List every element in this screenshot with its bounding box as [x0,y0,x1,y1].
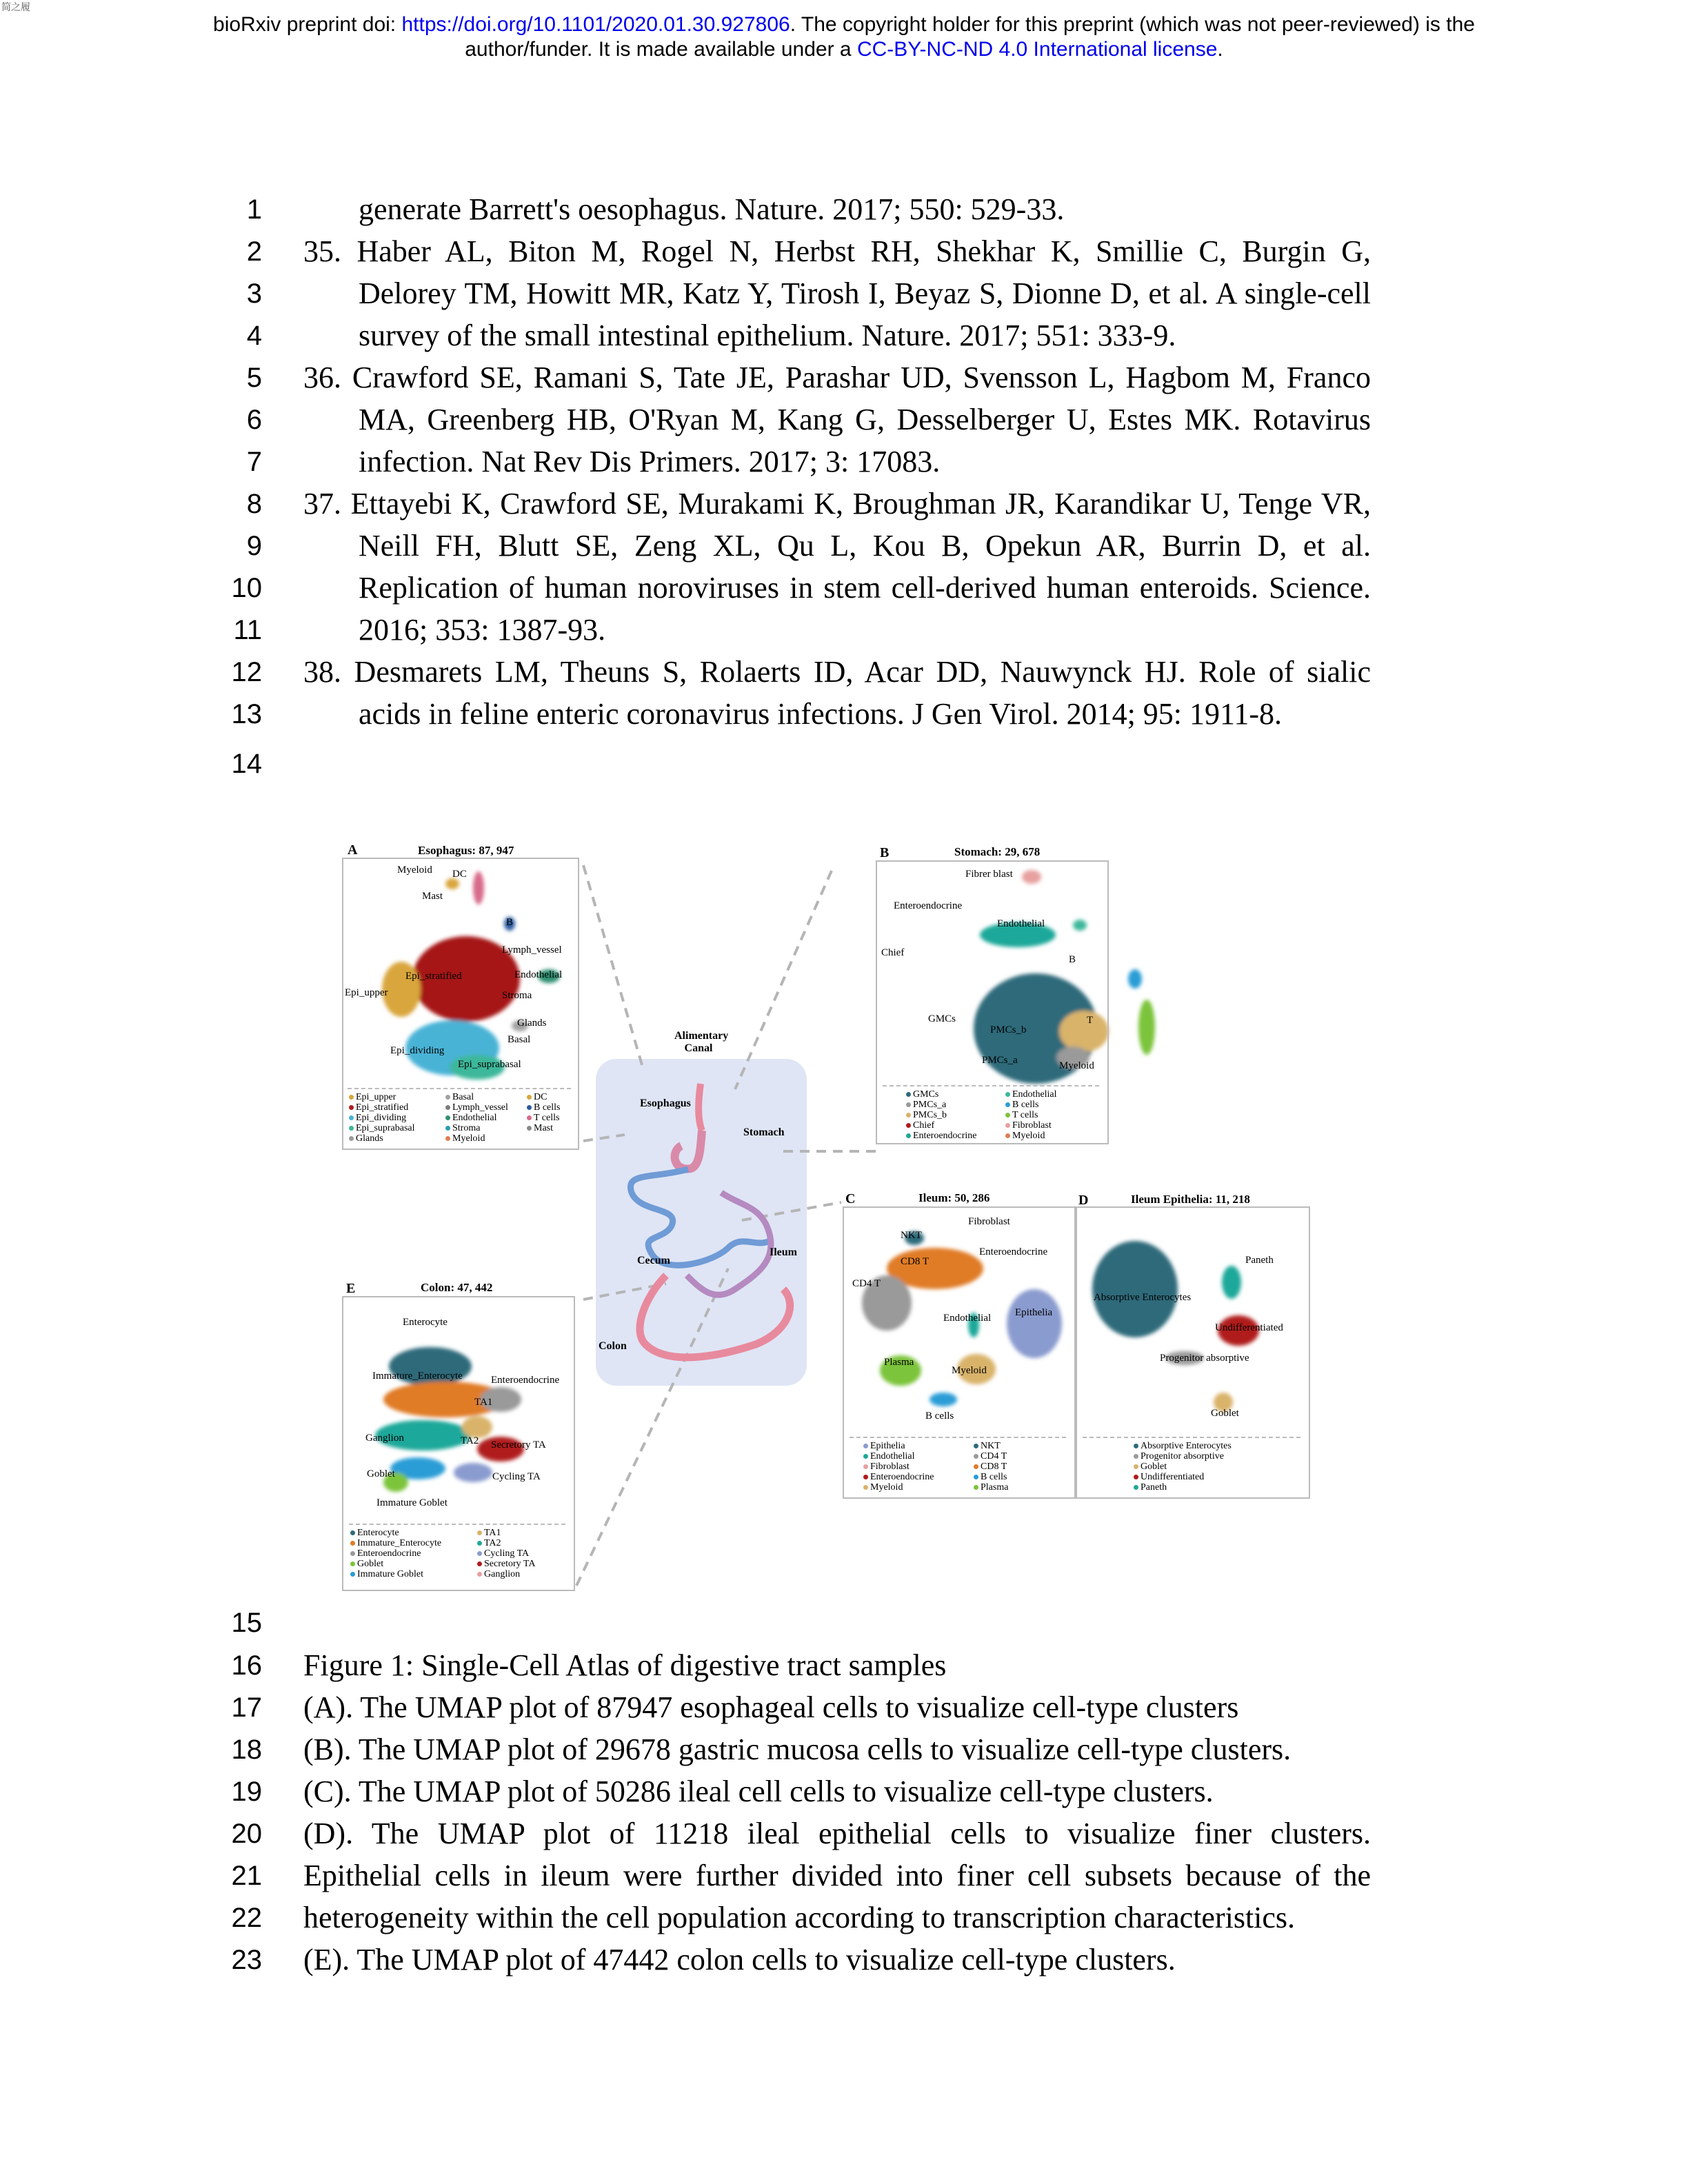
panel-d-title: Ileum Epithelia: 11, 218 [1131,1193,1250,1206]
legend-item: PMCs_b [906,1110,977,1120]
legend-item: Enterocyte [350,1528,441,1538]
header-prefix: bioRxiv preprint doi: [213,13,402,36]
panel-a-legend-col2 [445,1092,508,1144]
legend-dot [477,1551,482,1556]
panel-a-letter: A [348,842,358,858]
legend-item: Secretory TA [477,1559,535,1569]
legend-dot [863,1485,868,1490]
cluster-label: Myeloid [397,865,432,876]
cluster-label: B cells [925,1410,954,1422]
panel-b-title: Stomach: 29, 678 [954,845,1041,858]
reference-line: Neill FH, Blutt SE, Zeng XL, Qu L, Kou B, Opekun AR, Burrin D, et al. [359,529,1371,563]
header-prefix-2: author/funder. It is made available under a [465,38,857,61]
legend-item: Myeloid [445,1133,508,1144]
cluster-label: Plasma [884,1357,914,1368]
legend-item: Enteroendocrine [863,1472,934,1482]
legend-dot [863,1454,868,1459]
legend-item: Mast [527,1123,561,1133]
cluster-label: Epi_dividing [390,1045,445,1056]
line-number: 21 [231,1861,262,1891]
legend-item: Myeloid [1005,1131,1057,1141]
header-suffix: . The copyright holder for this preprint (which was not peer-reviewed) is the [790,13,1475,36]
cluster-label: TA1 [474,1397,493,1408]
legend-item: Epithelia [863,1441,934,1451]
legend-item: Myeloid [863,1482,934,1493]
line-number: 16 [231,1650,262,1681]
reference-line: survey of the small intestinal epithelium. Nature. 2017; 551: 333-9. [359,318,1176,352]
cluster-label: Glands [517,1018,547,1029]
legend-item: Endothelial [1005,1089,1057,1100]
cluster-label: Epi_stratified [405,971,462,982]
cluster-label: NKT [901,1230,922,1241]
cluster-label: Progenitor absorptive [1160,1353,1249,1364]
legend-dot [445,1115,450,1120]
legend-dot [906,1113,911,1118]
cluster-label: Immature_Enterocyte [372,1371,463,1382]
legend-dot [349,1115,354,1120]
panel-b-letter: B [880,845,890,860]
cluster-label: Goblet [367,1468,395,1479]
figure-caption-title: Figure 1: Single-Cell Atlas of digestive tract samples [303,1648,947,1682]
legend-item: Progenitor absorptive [1134,1451,1232,1462]
legend-dot [906,1123,911,1128]
caption-line: (B). The UMAP plot of 29678 gastric mucosa cells to visualize cell-type clusters. [303,1732,1292,1766]
legend-item: Epi_upper [349,1092,415,1102]
line-number: 5 [246,363,262,393]
cluster-label: TA2 [461,1435,479,1446]
cluster-label: Epithelia [1015,1307,1053,1318]
legend-dot [527,1105,532,1110]
legend-dot [349,1126,354,1131]
legend-dot [527,1095,532,1100]
cluster-label: Endothelial [514,969,563,980]
cluster-label: B [506,917,514,928]
cluster-label: PMCs_a [982,1055,1018,1066]
reference-line: MA, Greenberg HB, O'Ryan M, Kang G, Desselberger U, Estes MK. Rotavirus [359,403,1371,436]
esophagus-shape [699,1084,702,1131]
legend-item: Endothelial [445,1113,508,1123]
legend-dot [863,1464,868,1469]
legend-dot [445,1136,450,1141]
legend-dot [863,1444,868,1448]
legend-item: Lymph_vessel [445,1102,508,1113]
panel-c-letter: C [845,1191,856,1206]
cluster-label: Endothelial [997,918,1045,929]
panel-e-letter: E [346,1281,356,1296]
organ-label-esophagus: Esophagus [640,1098,691,1109]
canal-title: Alimentary Canal [674,1030,729,1054]
legend-dot [1134,1444,1138,1448]
legend-dot [1005,1123,1010,1128]
legend-separator [883,1085,1099,1086]
legend-item: Stroma [445,1123,508,1133]
cluster-label: Enteroendocrine [894,900,963,911]
legend-dot [445,1126,450,1131]
organ-label-colon: Colon [599,1340,627,1352]
line-number: 4 [246,321,262,351]
caption-line: Epithelial cells in ileum were further divided into finer cell subsets because of the [303,1859,1371,1892]
cluster-label: Ganglion [365,1433,404,1444]
legend-dot [350,1561,355,1566]
legend-item: Plasma [974,1482,1008,1493]
line-number: 9 [246,531,262,561]
legend-item: Enteroendocrine [350,1548,441,1559]
cluster-label: Stroma [502,990,532,1001]
legend-dot [1005,1092,1010,1097]
legend-item: Fibroblast [863,1462,934,1472]
cluster-label: Immature Goblet [376,1497,448,1508]
reference-line: infection. Nat Rev Dis Primers. 2017; 3: 17083. [359,445,941,478]
line-number: 17 [231,1692,262,1723]
cluster-label: T [1087,1015,1094,1026]
legend-dot [349,1136,354,1141]
license-link[interactable]: CC-BY-NC-ND 4.0 International license [856,38,1218,61]
reference-line: acids in feline enteric coronavirus infections. J Gen Virol. 2014; 95: 1911-8. [359,697,1283,731]
caption-line: heterogeneity within the cell population according to transcription characteristics. [303,1901,1296,1934]
panel-c-legend-col1 [863,1441,934,1493]
caption-line: (E). The UMAP plot of 47442 colon cells to visualize cell-type clusters. [303,1943,1176,1976]
legend-item: Basal [445,1092,508,1102]
cluster-label: Lymph_vessel [502,944,562,956]
reference-line: 35. Haber AL, Biton M, Rogel N, Herbst RH, Shekhar K, Smillie C, Burgin G, [303,234,1371,268]
legend-dot [477,1530,482,1535]
legend-item: B cells [974,1472,1008,1482]
legend-dot [445,1105,450,1110]
legend-dot [906,1102,911,1107]
legend-item: CD8 T [974,1462,1008,1472]
legend-separator [1083,1437,1300,1438]
reference-line: 2016; 353: 1387-93. [359,613,606,647]
legend-dot [477,1572,482,1577]
legend-dot [477,1541,482,1546]
panel-a-legend-col3 [527,1092,561,1133]
legend-item: Absorptive Enterocytes [1134,1441,1232,1451]
legend-item: Immature Goblet [350,1569,441,1579]
legend-item: Paneth [1134,1482,1232,1493]
cluster-label: Enteroendocrine [979,1246,1048,1257]
cluster-label: B [1069,954,1076,965]
line-number: 2 [246,236,262,267]
legend-dot [906,1092,911,1097]
line-number: 23 [231,1945,262,1975]
corner-watermark: 简之履 [1,2,30,13]
legend-item: Cycling TA [477,1548,535,1559]
cluster-label: Myeloid [1059,1060,1094,1071]
line-number: 14 [231,749,262,779]
legend-dot [477,1561,482,1566]
line-number: 3 [246,279,262,309]
legend-item: Epi_stratified [349,1102,415,1113]
legend-item: NKT [974,1441,1008,1451]
legend-item: Chief [906,1120,977,1131]
legend-item: T cells [1005,1110,1057,1120]
legend-dot [1005,1133,1010,1138]
line-number: 6 [246,405,262,435]
line-number: 12 [231,657,262,687]
cluster-label: PMCs_b [990,1024,1027,1035]
line-number: 15 [231,1608,262,1638]
preprint-header [0,12,1688,62]
line-number: 13 [231,699,262,729]
panel-e-legend-col1 [350,1528,441,1579]
panel-a-title: Esophagus: 87, 947 [418,844,514,857]
line-number: 22 [231,1903,262,1933]
legend-dot [350,1530,355,1535]
reference-line: Delorey TM, Howitt MR, Katz Y, Tirosh I, Beyaz S, Dionne D, et al. A single-cell [359,276,1371,310]
panel-b-legend-col1 [906,1089,977,1141]
legend-dot [349,1095,354,1100]
legend-item: Endothelial [863,1451,934,1462]
legend-dot [1134,1485,1138,1490]
cluster-label: Epi_suprabasal [458,1059,521,1070]
legend-item: Goblet [350,1559,441,1569]
reference-line: generate Barrett's oesophagus. Nature. 2017; 550: 529-33. [359,192,1065,226]
reference-line: 38. Desmarets LM, Theuns S, Rolaerts ID, Acar DD, Nauwynck HJ. Role of sialic [303,655,1371,689]
cluster-label: CD4 T [852,1278,881,1289]
caption-line: (C). The UMAP plot of 50286 ileal cell cells to visualize cell-type clusters. [303,1775,1214,1808]
figure-1 [342,842,1335,1620]
legend-dot [350,1572,355,1577]
legend-item: Ganglion [477,1569,535,1579]
header-suffix-2: . [1217,38,1223,61]
cluster-label: Absorptive Enterocytes [1094,1292,1192,1303]
line-number: 1 [246,194,262,225]
cluster-label: Basal [508,1034,531,1045]
cluster-label: Fibrer blast [965,869,1013,880]
caption-line: (D). The UMAP plot of 11218 ileal epithelial cells to visualize finer clusters. [303,1817,1371,1850]
cluster-label: Paneth [1245,1255,1274,1266]
cluster-label: Myeloid [952,1365,987,1376]
legend-dot [527,1126,532,1131]
legend-item: Epi_dividing [349,1113,415,1123]
line-number: 11 [233,615,262,645]
legend-dot [974,1485,978,1490]
panel-d-letter: D [1078,1193,1089,1208]
legend-dot [1005,1102,1010,1107]
legend-dot [350,1541,355,1546]
line-number: 20 [231,1819,262,1849]
doi-link[interactable]: https://doi.org/10.1101/2020.01.30.927806 [401,13,790,36]
line-number: 18 [231,1735,262,1765]
organ-label-cecum: Cecum [637,1255,670,1266]
legend-item: B cells [1005,1100,1057,1110]
cluster-label: CD8 T [901,1256,929,1267]
panel-b-legend-col2 [1005,1089,1057,1141]
legend-item: Fibroblast [1005,1120,1057,1131]
cluster-label: Goblet [1211,1408,1239,1419]
legend-separator [850,1437,1066,1438]
legend-dot [445,1095,450,1100]
reference-line: 36. Crawford SE, Ramani S, Tate JE, Parashar UD, Svensson L, Hagbom M, Franco [303,361,1371,394]
cluster-label: Mast [422,891,443,902]
legend-item: TA2 [477,1538,535,1548]
legend-item: Epi_suprabasal [349,1123,415,1133]
legend-dot [974,1454,978,1459]
line-number: 19 [231,1777,262,1807]
line-number: 10 [231,573,262,603]
legend-item: Enteroendocrine [906,1131,977,1141]
cluster-label: Epi_upper [345,987,388,998]
legend-dot [349,1105,354,1110]
reference-line: 37. Ettayebi K, Crawford SE, Murakami K, Broughman JR, Karandikar U, Tenge VR, [303,487,1371,520]
legend-item: PMCs_a [906,1100,977,1110]
panel-c-title: Ileum: 50, 286 [918,1191,990,1204]
legend-item: CD4 T [974,1451,1008,1462]
legend-item: Goblet [1134,1462,1232,1472]
cluster-label: DC [452,869,467,880]
legend-dot [906,1133,911,1138]
cluster-label: GMCs [928,1013,956,1024]
legend-dot [527,1115,532,1120]
organ-label-ileum: Ileum [770,1246,797,1258]
panel-e-title: Colon: 47, 442 [421,1281,493,1294]
legend-dot [1134,1454,1138,1459]
cluster-label: Chief [881,947,905,958]
cluster-label: Fibroblast [968,1216,1010,1227]
legend-item: B cells [527,1102,561,1113]
legend-item: TA1 [477,1528,535,1538]
cluster-label: Enterocyte [403,1317,448,1328]
cluster-label: Enteroendocrine [491,1375,560,1386]
panel-e-legend-col2 [477,1528,535,1579]
panel-d-legend [1134,1441,1232,1493]
legend-item: Undifferentiated [1134,1472,1232,1482]
cluster-label: Endothelial [943,1313,992,1324]
legend-separator [348,1088,571,1089]
caption-line: (A). The UMAP plot of 87947 esophageal cells to visualize cell-type clusters [303,1690,1239,1724]
line-number: 7 [246,447,262,477]
legend-item: Immature_Enterocyte [350,1538,441,1548]
legend-item: T cells [527,1113,561,1123]
legend-dot [350,1551,355,1556]
organ-label-stomach: Stomach [743,1126,785,1138]
legend-dot [974,1475,978,1479]
legend-dot [1005,1113,1010,1118]
panel-a-legend-col1 [349,1092,415,1144]
legend-dot [974,1444,978,1448]
legend-dot [863,1475,868,1479]
legend-item: Glands [349,1133,415,1144]
reference-line: Replication of human noroviruses in stem cell-derived human enteroids. Science. [359,571,1371,605]
legend-dot [974,1464,978,1469]
panel-c-legend-col2 [974,1441,1008,1493]
cluster-label: Cycling TA [492,1471,541,1482]
legend-dot [1134,1464,1138,1469]
cluster-label: Secretory TA [491,1439,546,1450]
legend-separator [349,1524,565,1525]
legend-item: DC [527,1092,561,1102]
legend-dot [1134,1475,1138,1479]
legend-item: GMCs [906,1089,977,1100]
cluster-label: Undifferentiated [1215,1322,1283,1333]
line-number: 8 [246,489,262,519]
